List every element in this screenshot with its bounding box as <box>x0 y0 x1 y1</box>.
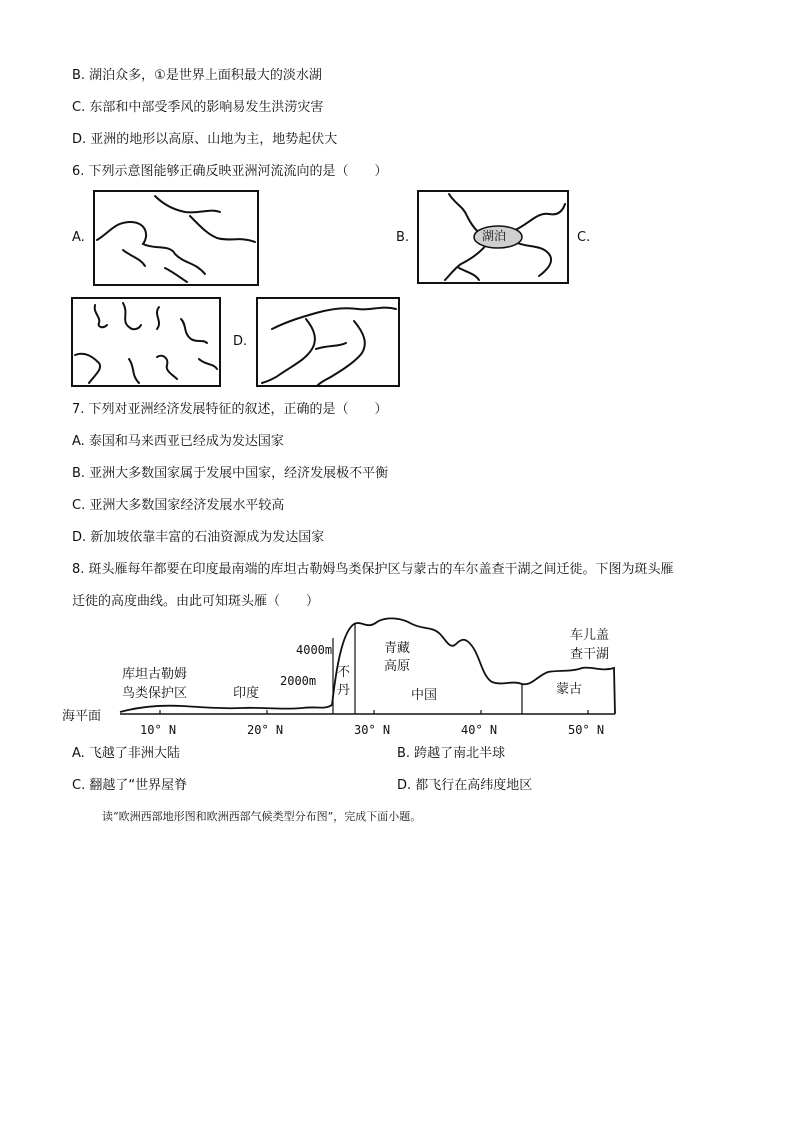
tick-50n: 50° N <box>568 723 605 737</box>
river-diagram-c <box>73 299 219 385</box>
q6-label-b: B. <box>396 230 410 245</box>
altitude-4000m: 4000m <box>296 643 333 657</box>
label-bhutan-2: 丹 <box>337 683 351 698</box>
q6-label-c: C. <box>577 230 591 245</box>
label-kutan-1: 库坦古勒姆 <box>122 667 188 682</box>
reading-instruction: 读“欧洲西部地形图和欧洲西部气候类型分布图”，完成下面小题。 <box>102 810 422 823</box>
migration-altitude-profile <box>62 610 632 740</box>
tick-10n: 10° N <box>140 723 177 737</box>
label-mongolia: 蒙古 <box>556 682 583 697</box>
q7-option-d: D. 新加坡依靠丰富的石油资源成为发达国家 <box>72 530 325 545</box>
q8-option-b: B. 跨越了南北半球 <box>397 746 506 761</box>
label-china: 中国 <box>411 688 438 703</box>
q8-option-d: D. 都飞行在高纬度地区 <box>397 778 533 793</box>
tick-20n: 20° N <box>247 723 284 737</box>
label-qz-1: 青藏 <box>384 641 411 656</box>
q7-option-a: A. 泰国和马来西亚已经成为发达国家 <box>72 434 284 449</box>
q7-option-b: B. 亚洲大多数国家属于发展中国家，经济发展极不平衡 <box>72 466 389 481</box>
label-kutan-2: 鸟类保护区 <box>122 686 188 701</box>
q5-option-b: B. 湖泊众多，①是世界上面积最大的淡水湖 <box>72 68 322 83</box>
q8-stem-line2: 迁徙的高度曲线。由此可知斑头雁（ ） <box>72 594 320 609</box>
river-diagram-d <box>258 299 398 385</box>
tick-40n: 40° N <box>461 723 498 737</box>
q5-option-c: C. 东部和中部受季风的影响易发生洪涝灾害 <box>72 100 324 115</box>
q7-stem: 7. 下列对亚洲经济发展特征的叙述，正确的是（ ） <box>72 402 388 417</box>
q5-option-d: D. 亚洲的地形以高原、山地为主，地势起伏大 <box>72 132 338 147</box>
label-india: 印度 <box>233 686 260 701</box>
label-lake-2: 查干湖 <box>570 647 610 662</box>
river-diagram-a <box>95 192 257 284</box>
q8-option-a: A. 飞越了非洲大陆 <box>72 746 180 761</box>
label-qz-2: 高原 <box>384 659 411 674</box>
sea-level-label: 海平面 <box>62 709 102 724</box>
altitude-curve <box>120 618 615 714</box>
tick-30n: 30° N <box>354 723 391 737</box>
q8-stem-line1: 8. 斑头雁每年都要在印度最南端的库坦古勒姆鸟类保护区与蒙古的车尔盖查干湖之间迁徙。下图为斑头雁 <box>72 562 674 577</box>
q6-stem: 6. 下列示意图能够正确反映亚洲河流流向的是（ ） <box>72 164 388 179</box>
q6-label-a: A. <box>72 230 85 245</box>
q6-label-d: D. <box>233 334 248 349</box>
label-lake-1: 车儿盖 <box>570 628 610 643</box>
q6-map-a <box>93 190 259 286</box>
q6-map-b <box>417 190 569 284</box>
label-bhutan-1: 不 <box>337 665 351 680</box>
q6-map-d <box>256 297 400 387</box>
q7-option-c: C. 亚洲大多数国家经济发展水平较高 <box>72 498 285 513</box>
altitude-2000m: 2000m <box>280 674 317 688</box>
q8-option-c: C. 翻越了“世界屋脊 <box>72 778 188 793</box>
q6-map-c <box>71 297 221 387</box>
lake-label: 湖泊 <box>482 229 507 243</box>
